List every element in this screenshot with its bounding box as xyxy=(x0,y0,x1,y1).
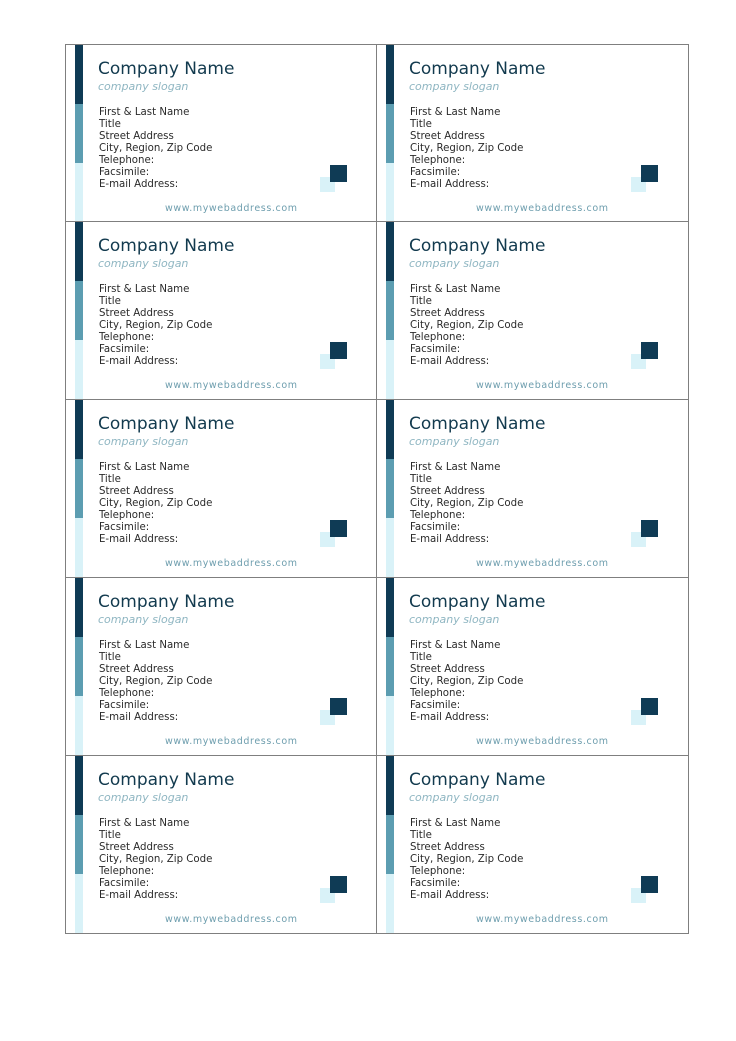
website-address: www.mywebaddress.com xyxy=(476,558,609,569)
email-label: E-mail Address: xyxy=(410,356,490,367)
contact-name: First & Last Name xyxy=(410,107,501,118)
facsimile-label: Facsimile: xyxy=(410,167,461,178)
city-region-zip: City, Region, Zip Code xyxy=(99,498,213,509)
contact-details xyxy=(410,818,523,902)
street-address: Street Address xyxy=(99,842,174,853)
website-address: www.mywebaddress.com xyxy=(476,203,609,214)
telephone-label: Telephone: xyxy=(99,510,155,521)
accent-stripe xyxy=(386,222,394,399)
contact-title: Title xyxy=(99,830,121,841)
accent-stripe xyxy=(75,756,83,933)
company-slogan: company slogan xyxy=(409,613,500,626)
logo-squares-icon xyxy=(320,342,348,370)
street-address: Street Address xyxy=(99,664,174,675)
company-slogan: company slogan xyxy=(409,80,500,93)
contact-title: Title xyxy=(410,652,432,663)
contact-details xyxy=(410,462,523,546)
logo-squares-icon xyxy=(320,520,348,548)
website-address: www.mywebaddress.com xyxy=(476,736,609,747)
accent-stripe xyxy=(386,756,394,933)
telephone-label: Telephone: xyxy=(410,510,466,521)
website-address: www.mywebaddress.com xyxy=(165,203,298,214)
company-name: Company Name xyxy=(98,59,235,79)
contact-details xyxy=(99,462,212,546)
accent-stripe xyxy=(386,45,394,221)
website-address: www.mywebaddress.com xyxy=(476,914,609,925)
accent-stripe xyxy=(75,400,83,577)
business-card xyxy=(65,578,377,756)
email-label: E-mail Address: xyxy=(99,179,179,190)
contact-details xyxy=(410,284,523,368)
contact-title: Title xyxy=(410,830,432,841)
logo-squares-icon xyxy=(631,342,659,370)
accent-stripe xyxy=(75,578,83,755)
company-name: Company Name xyxy=(98,770,235,790)
contact-name: First & Last Name xyxy=(99,818,190,829)
telephone-label: Telephone: xyxy=(99,332,155,343)
logo-squares-icon xyxy=(631,520,659,548)
accent-stripe xyxy=(75,222,83,399)
business-card xyxy=(377,578,689,756)
accent-stripe xyxy=(386,578,394,755)
telephone-label: Telephone: xyxy=(99,866,155,877)
street-address: Street Address xyxy=(410,131,485,142)
street-address: Street Address xyxy=(410,486,485,497)
business-card xyxy=(65,44,377,222)
company-slogan: company slogan xyxy=(98,257,189,270)
contact-name: First & Last Name xyxy=(99,107,190,118)
contact-title: Title xyxy=(410,119,432,130)
company-name: Company Name xyxy=(98,414,235,434)
city-region-zip: City, Region, Zip Code xyxy=(410,143,524,154)
facsimile-label: Facsimile: xyxy=(99,522,150,533)
facsimile-label: Facsimile: xyxy=(410,878,461,889)
accent-stripe xyxy=(386,400,394,577)
street-address: Street Address xyxy=(410,664,485,675)
company-name: Company Name xyxy=(409,236,546,256)
street-address: Street Address xyxy=(99,131,174,142)
city-region-zip: City, Region, Zip Code xyxy=(410,676,524,687)
email-label: E-mail Address: xyxy=(410,179,490,190)
contact-details xyxy=(410,640,523,724)
street-address: Street Address xyxy=(99,308,174,319)
contact-details xyxy=(99,284,212,368)
contact-title: Title xyxy=(410,474,432,485)
contact-title: Title xyxy=(99,652,121,663)
contact-name: First & Last Name xyxy=(410,640,501,651)
contact-title: Title xyxy=(99,474,121,485)
company-name: Company Name xyxy=(409,414,546,434)
company-name: Company Name xyxy=(409,770,546,790)
contact-title: Title xyxy=(99,119,121,130)
contact-title: Title xyxy=(99,296,121,307)
website-address: www.mywebaddress.com xyxy=(165,558,298,569)
company-name: Company Name xyxy=(98,236,235,256)
email-label: E-mail Address: xyxy=(410,534,490,545)
facsimile-label: Facsimile: xyxy=(99,167,150,178)
business-card xyxy=(377,400,689,578)
telephone-label: Telephone: xyxy=(99,155,155,166)
company-name: Company Name xyxy=(98,592,235,612)
business-card xyxy=(65,756,377,934)
facsimile-label: Facsimile: xyxy=(99,878,150,889)
business-card xyxy=(65,400,377,578)
email-label: E-mail Address: xyxy=(99,534,179,545)
company-slogan: company slogan xyxy=(409,257,500,270)
street-address: Street Address xyxy=(99,486,174,497)
city-region-zip: City, Region, Zip Code xyxy=(410,854,524,865)
street-address: Street Address xyxy=(410,308,485,319)
contact-name: First & Last Name xyxy=(410,818,501,829)
email-label: E-mail Address: xyxy=(410,890,490,901)
logo-squares-icon xyxy=(320,165,348,193)
city-region-zip: City, Region, Zip Code xyxy=(99,320,213,331)
logo-squares-icon xyxy=(631,698,659,726)
telephone-label: Telephone: xyxy=(99,688,155,699)
contact-details xyxy=(99,640,212,724)
business-card xyxy=(377,44,689,222)
telephone-label: Telephone: xyxy=(410,332,466,343)
facsimile-label: Facsimile: xyxy=(410,344,461,355)
facsimile-label: Facsimile: xyxy=(99,700,150,711)
contact-title: Title xyxy=(410,296,432,307)
facsimile-label: Facsimile: xyxy=(410,700,461,711)
email-label: E-mail Address: xyxy=(99,712,179,723)
company-slogan: company slogan xyxy=(98,613,189,626)
company-slogan: company slogan xyxy=(409,435,500,448)
city-region-zip: City, Region, Zip Code xyxy=(410,498,524,509)
company-slogan: company slogan xyxy=(98,791,189,804)
contact-name: First & Last Name xyxy=(410,462,501,473)
contact-details xyxy=(99,107,212,191)
logo-squares-icon xyxy=(320,698,348,726)
telephone-label: Telephone: xyxy=(410,688,466,699)
city-region-zip: City, Region, Zip Code xyxy=(410,320,524,331)
business-card xyxy=(377,222,689,400)
street-address: Street Address xyxy=(410,842,485,853)
telephone-label: Telephone: xyxy=(410,155,466,166)
contact-details xyxy=(410,107,523,191)
telephone-label: Telephone: xyxy=(410,866,466,877)
business-card xyxy=(65,222,377,400)
contact-details xyxy=(99,818,212,902)
facsimile-label: Facsimile: xyxy=(410,522,461,533)
accent-stripe xyxy=(75,45,83,221)
website-address: www.mywebaddress.com xyxy=(165,380,298,391)
email-label: E-mail Address: xyxy=(410,712,490,723)
website-address: www.mywebaddress.com xyxy=(165,736,298,747)
city-region-zip: City, Region, Zip Code xyxy=(99,676,213,687)
contact-name: First & Last Name xyxy=(99,640,190,651)
website-address: www.mywebaddress.com xyxy=(165,914,298,925)
business-card xyxy=(377,756,689,934)
logo-squares-icon xyxy=(631,876,659,904)
logo-squares-icon xyxy=(320,876,348,904)
company-slogan: company slogan xyxy=(98,435,189,448)
company-slogan: company slogan xyxy=(98,80,189,93)
city-region-zip: City, Region, Zip Code xyxy=(99,143,213,154)
company-slogan: company slogan xyxy=(409,791,500,804)
business-card-sheet xyxy=(65,44,689,934)
email-label: E-mail Address: xyxy=(99,890,179,901)
contact-name: First & Last Name xyxy=(99,284,190,295)
logo-squares-icon xyxy=(631,165,659,193)
city-region-zip: City, Region, Zip Code xyxy=(99,854,213,865)
email-label: E-mail Address: xyxy=(99,356,179,367)
company-name: Company Name xyxy=(409,592,546,612)
contact-name: First & Last Name xyxy=(410,284,501,295)
contact-name: First & Last Name xyxy=(99,462,190,473)
company-name: Company Name xyxy=(409,59,546,79)
facsimile-label: Facsimile: xyxy=(99,344,150,355)
website-address: www.mywebaddress.com xyxy=(476,380,609,391)
